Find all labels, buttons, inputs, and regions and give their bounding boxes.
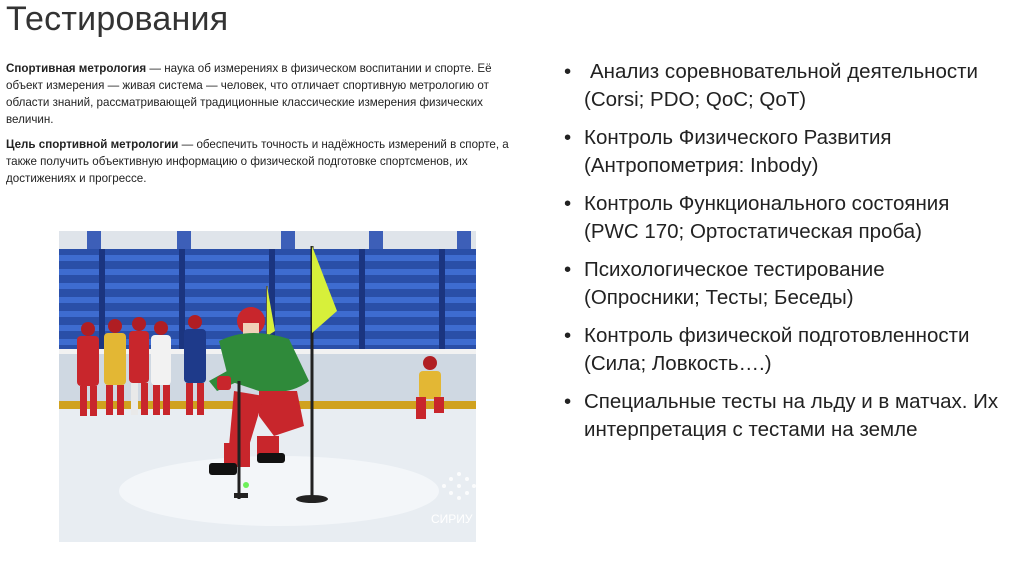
bullet-text: Специальные тесты на льду и в матчах. Их интерпретация с тестами на земле — [584, 390, 999, 441]
list-item — [564, 190, 1004, 246]
bullet-dot: • — [564, 324, 572, 347]
list-item — [564, 256, 1004, 312]
list-item — [564, 58, 1004, 114]
definition-term: Спортивная метрология — [6, 62, 147, 75]
bullet-dot: • — [564, 126, 572, 149]
list-item — [564, 322, 1004, 378]
goal-term: Цель спортивной метрологии — [6, 138, 179, 151]
bullet-text: Контроль Функционального состояния (PWC 170; Ортостатическая проба) — [584, 192, 950, 243]
hockey-training-image — [59, 231, 476, 542]
definition-paragraph — [6, 60, 516, 128]
slide-title: Тестирования — [6, 0, 229, 38]
list-item — [564, 388, 1004, 444]
definition-body: — наука об измерениях в физическом воспитании и спорте. Её объект измерения — живая система — человек, что отличает спортивную метрологию от области знаний, рассматривающей традиционные классические измерения физических величин. — [6, 62, 492, 126]
bullet-dot: • — [564, 258, 572, 281]
hockey-photo — [59, 231, 476, 542]
definition-text — [6, 60, 516, 195]
bullet-dot: • — [564, 60, 572, 83]
goal-body: — обеспечить точность и надёжность измерений в спорте, а также получить объективную информацию о физической подготовке спортсменов, их достижениях и прогрессе. — [6, 138, 509, 185]
bullet-text: Анализ соревновательной деятельности (Corsi; PDO; QoC; QoT) — [584, 60, 978, 111]
bullet-text: Контроль физической подготовленности (Сила; Ловкость….) — [584, 324, 970, 375]
testing-bullet-list — [564, 58, 1004, 454]
goal-paragraph — [6, 136, 516, 187]
bullet-dot: • — [564, 192, 572, 215]
bullet-dot: • — [564, 390, 572, 413]
photo-watermark: СИРИУ — [431, 512, 473, 526]
list-item — [564, 124, 1004, 180]
bullet-text: Контроль Физического Развития (Антропометрия: Inbody) — [584, 126, 892, 177]
bullet-text: Психологическое тестирование (Опросники; Тесты; Беседы) — [584, 258, 885, 309]
